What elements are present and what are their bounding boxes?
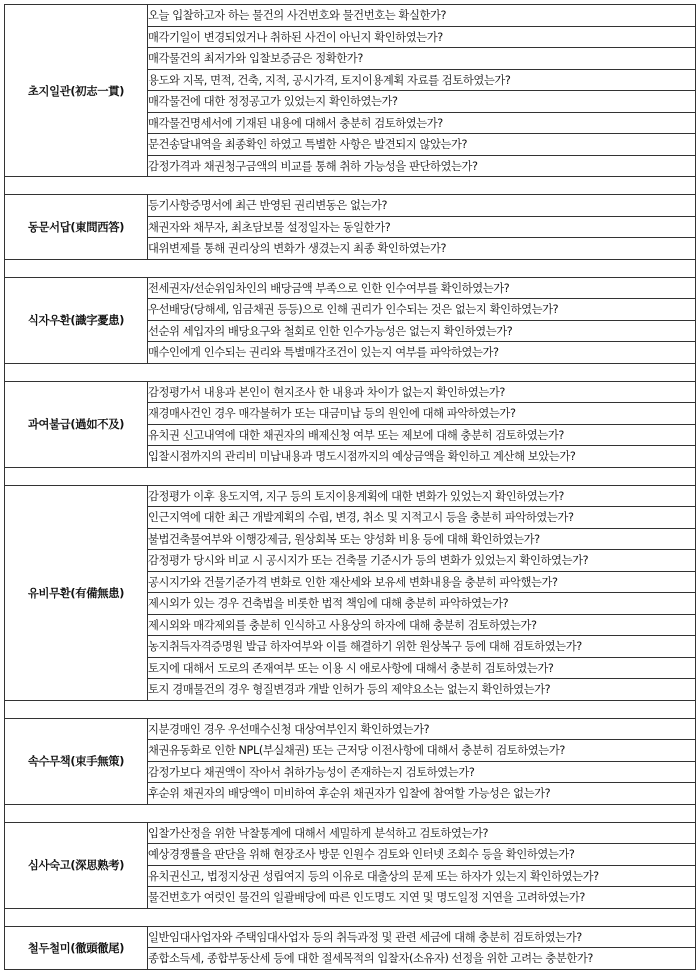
checklist-item: 오늘 입찰하고자 하는 물건의 사건번호와 물건번호는 확실한가? [148, 5, 696, 27]
checklist-item: 입찰가산정을 위한 낙찰통계에 대해서 세밀하게 분석하고 검토하였는가? [148, 822, 696, 844]
spacer-cell [5, 467, 696, 485]
checklist-item: 채권유동화로 인한 NPL(부실채권) 또는 근저당 이전사항에 대해서 충분히 검토하였는가? [148, 740, 696, 762]
checklist-item: 감정가보다 채권액이 작아서 취하가능성이 존재하는지 검토하였는가? [148, 761, 696, 783]
checklist-item: 예상경쟁률을 판단을 위해 현장조사 방문 인원수 검토와 인터넷 조회수 등을 확인하였는가? [148, 844, 696, 866]
checklist-item: 대위변제를 통해 권리상의 변화가 생겼는지 최종 확인하였는가? [148, 238, 696, 260]
checklist-item: 불법건축물여부와 이행강제금, 원상회복 또는 양성화 비용 등에 대해 확인하였는가? [148, 528, 696, 550]
spacer-cell [5, 804, 696, 822]
spacer-cell [5, 363, 696, 381]
checklist-item: 토지에 대해서 도로의 존재여부 또는 이용 시 애로사항에 대해서 충분히 검토하였는가? [148, 657, 696, 679]
section-spacer [5, 467, 696, 485]
checklist-item: 채권자와 채무자, 최초담보물 설정일자는 동일한가? [148, 216, 696, 238]
checklist-item: 용도와 지목, 면적, 건축, 지적, 공시가격, 토지이용계획 자료를 검토하였는가? [148, 69, 696, 91]
checklist-item: 전세권자/선순위임차인의 배당금액 부족으로 인한 인수여부를 확인하였는가? [148, 277, 696, 299]
checklist-item: 제시외가 있는 경우 건축법을 비롯한 법적 책임에 대해 충분히 파악하였는가? [148, 593, 696, 615]
checklist-item: 토지 경매물건의 경우 형질변경과 개발 인허가 등의 제약요소는 없는지 확인하였는가? [148, 679, 696, 701]
checklist-row [5, 195, 696, 217]
checklist-item: 유치권 신고내역에 대한 채권자의 배제신청 여부 또는 제보에 대해 충분히 검토하였는가? [148, 424, 696, 446]
section-spacer [5, 259, 696, 277]
checklist-item: 제시외와 매각제외를 충분히 인식하고 사용상의 하자에 대해 충분히 검토하였는가? [148, 614, 696, 636]
checklist-item: 유치권신고, 법정지상권 성립여지 등의 이유로 대출상의 문제 또는 하자가 있는지 확인하였는가? [148, 865, 696, 887]
section-spacer [5, 700, 696, 718]
spacer-cell [5, 700, 696, 718]
checklist-row [5, 926, 696, 948]
checklist-row [5, 485, 696, 507]
category-label: 심사숙고(深思熟考) [5, 822, 148, 908]
checklist-row [5, 5, 696, 27]
checklist-row [5, 822, 696, 844]
spacer-cell [5, 177, 696, 195]
checklist-item: 입찰시점까지의 관리비 미납내용과 명도시점까지의 예상금액을 확인하고 계산해 보았는가? [148, 446, 696, 468]
checklist-item: 매각물건에 대한 정정공고가 있었는지 확인하였는가? [148, 91, 696, 113]
section-spacer [5, 363, 696, 381]
category-label: 철두철미(徹頭徹尾) [5, 926, 148, 969]
category-label: 과여불급(過如不及) [5, 381, 148, 467]
checklist-body [5, 5, 696, 970]
checklist-item: 문건송달내역을 최종확인 하였고 특별한 사항은 발견되지 않았는가? [148, 134, 696, 156]
checklist-row [5, 718, 696, 740]
section-spacer [5, 908, 696, 926]
checklist-item: 일반임대사업자와 주택임대사업자 등의 취득과정 및 관련 세금에 대해 충분히 검토하였는가? [148, 926, 696, 948]
checklist-item: 후순위 채권자의 배당액이 미비하여 후순위 채권자가 입찰에 참여할 가능성은 없는가? [148, 783, 696, 805]
spacer-cell [5, 908, 696, 926]
checklist-item: 공시지가와 건물기준가격 변화로 인한 재산세와 보유세 변화내용을 충분히 파악했는가? [148, 571, 696, 593]
checklist-row [5, 277, 696, 299]
category-label: 식자우환(識字憂患) [5, 277, 148, 363]
section-spacer [5, 804, 696, 822]
checklist-item: 감정가격과 채권청구금액의 비교를 통해 취하 가능성을 판단하였는가? [148, 155, 696, 177]
checklist-item: 선순위 세입자의 배당요구와 철회로 인한 인수가능성은 없는지 확인하였는가? [148, 320, 696, 342]
checklist-item: 물건번호가 여럿인 물건의 일괄배당에 따른 인도명도 지연 및 명도일정 지연을 고려하였는가? [148, 887, 696, 909]
checklist-item: 매각기일이 변경되었거나 취하된 사건이 아닌지 확인하였는가? [148, 26, 696, 48]
checklist-item: 인근지역에 대한 최근 개발계획의 수립, 변경, 취소 및 지적고시 등을 충분히 파악하였는가? [148, 507, 696, 529]
checklist-row [5, 381, 696, 403]
category-label: 속수무책(束手無策) [5, 718, 148, 804]
checklist-item: 종합소득세, 종합부동산세 등에 대한 절세목적의 입찰자(소유자) 선정을 위한 고려는 충분한가? [148, 948, 696, 970]
spacer-cell [5, 259, 696, 277]
section-spacer [5, 177, 696, 195]
checklist-table [4, 4, 696, 970]
category-label: 유비무환(有備無患) [5, 485, 148, 700]
checklist-item: 감정평가 이후 용도지역, 지구 등의 토지이용계획에 대한 변화가 있었는지 확인하였는가? [148, 485, 696, 507]
category-label: 동문서답(東問西答) [5, 195, 148, 260]
checklist-item: 재경매사건인 경우 매각불허가 또는 대금미납 등의 원인에 대해 파악하였는가? [148, 403, 696, 425]
checklist-item: 감정평가서 내용과 본인이 현지조사 한 내용과 차이가 없는지 확인하였는가? [148, 381, 696, 403]
category-label: 초지일관(初志一貫) [5, 5, 148, 177]
checklist-item: 농지취득자격증명원 발급 하자여부와 이를 해결하기 위한 원상복구 등에 대해 검토하였는가? [148, 636, 696, 658]
checklist-item: 매수인에게 인수되는 권리와 특별매각조건이 있는지 여부를 파악하였는가? [148, 342, 696, 364]
checklist-item: 감정평가 당시와 비교 시 공시지가 또는 건축물 기준시가 등의 변화가 있었는지 확인하였는가? [148, 550, 696, 572]
checklist-item: 우선배당(당해세, 임금채권 등등)으로 인해 권리가 인수되는 것은 없는지 확인하였는가? [148, 299, 696, 321]
checklist-item: 매각물건명세서에 기재된 내용에 대해서 충분히 검토하였는가? [148, 112, 696, 134]
checklist-item: 등기사항증명서에 최근 반영된 권리변동은 없는가? [148, 195, 696, 217]
checklist-item: 지분경매인 경우 우선매수신청 대상여부인지 확인하였는가? [148, 718, 696, 740]
checklist-item: 매각물건의 최저가와 입찰보증금은 정확한가? [148, 48, 696, 70]
